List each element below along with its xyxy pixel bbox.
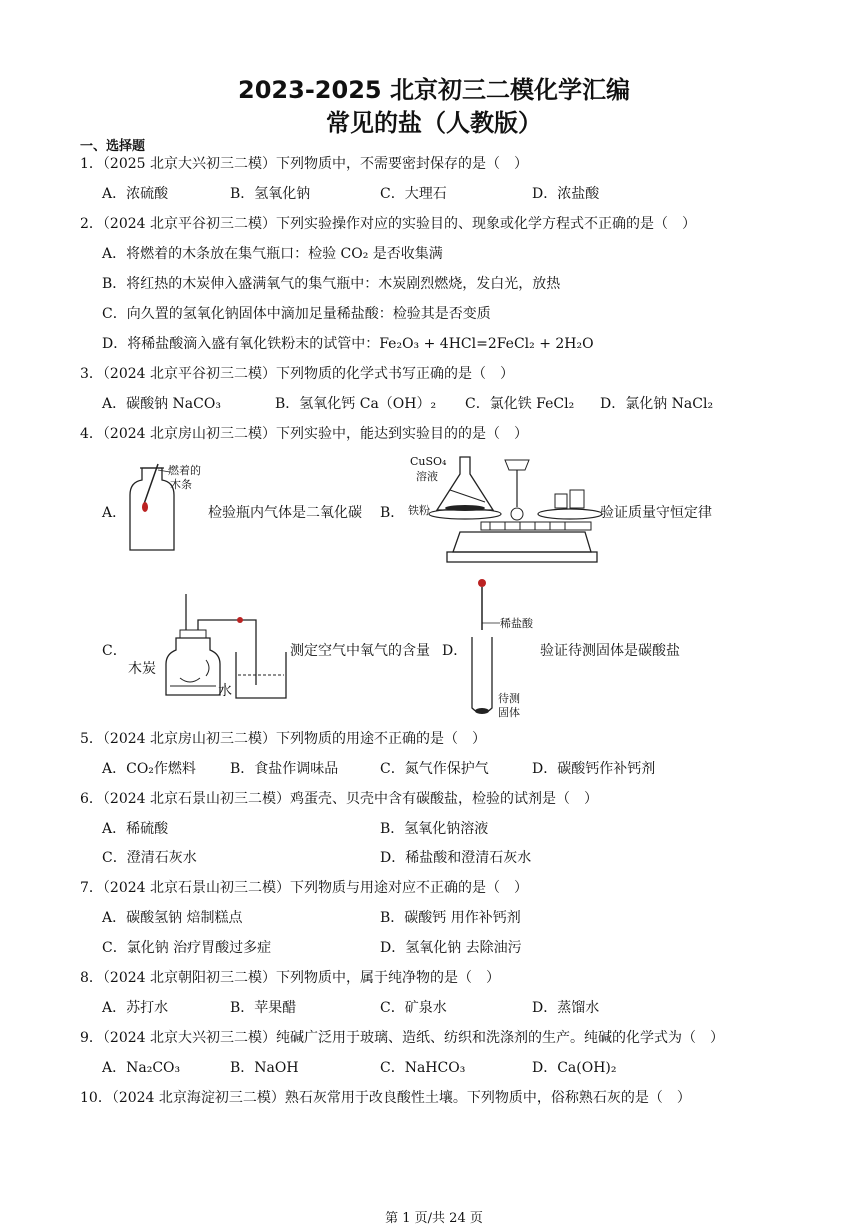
- q4-figure-c: [128, 590, 293, 705]
- q4-c-label-water: 水: [218, 683, 232, 699]
- question-1-stem: 1．（2025 北京大兴初三二模）下列物质中，不需要密封保存的是（ ）: [80, 156, 528, 172]
- q4-c-label-carbon: 木炭: [128, 661, 156, 677]
- q6-option-d: D．稀盐酸和澄清石灰水: [380, 850, 532, 866]
- q6-option-c: C．澄清石灰水: [102, 850, 197, 866]
- q4-option-a-text: 检验瓶内气体是二氧化碳: [208, 505, 362, 521]
- q4-option-a-letter: A．: [102, 505, 127, 521]
- q3-option-a: A．碳酸钠 NaCO₃: [102, 396, 221, 412]
- q9-option-a: A．Na₂CO₃: [102, 1060, 181, 1076]
- q7-option-a: A．碳酸氢钠 焙制糕点: [102, 910, 243, 926]
- question-5-stem: 5．（2024 北京房山初三二模）下列物质的用途不正确的是（ ）: [80, 731, 486, 747]
- q4-d-label-solid: 固体: [498, 706, 520, 719]
- question-8-stem: 8．（2024 北京朝阳初三二模）下列物质中，属于纯净物的是（ ）: [80, 970, 500, 986]
- q5-option-a: A．CO₂作燃料: [102, 761, 196, 777]
- question-10-stem: 10．（2024 北京海淀初三二模）熟石灰常用于改良酸性土壤。下列物质中，俗称熟石灰的是（ ）: [80, 1090, 691, 1106]
- q8-option-d: D．蒸馏水: [532, 1000, 600, 1016]
- q4-option-b-letter: B．: [380, 505, 405, 521]
- q2-option-b: B．将红热的木炭伸入盛满氧气的集气瓶中：木炭剧烈燃烧，发白光，放热: [102, 276, 561, 292]
- q4-b-label-cuso4: CuSO₄: [410, 455, 447, 468]
- q9-option-b: B．NaOH: [230, 1060, 299, 1076]
- q4-option-d-letter: D．: [442, 643, 468, 659]
- q8-option-a: A．苏打水: [102, 1000, 169, 1016]
- question-4-stem: 4．（2024 北京房山初三二模）下列实验中，能达到实验目的的是（ ）: [80, 426, 528, 442]
- doc-subtitle: 常见的盐（人教版）: [326, 109, 542, 137]
- page-footer: 第 1 页/共 24 页: [385, 1211, 483, 1226]
- q4-b-label-iron: 铁粉: [408, 504, 430, 517]
- q1-option-c: C．大理石: [380, 186, 447, 202]
- question-2-stem: 2．（2024 北京平谷初三二模）下列实验操作对应的实验目的、现象或化学方程式不正确的是（ ）: [80, 216, 696, 232]
- question-6-stem: 6．（2024 北京石景山初三二模）鸡蛋壳、贝壳中含有碳酸盐，检验的试剂是（ ）: [80, 791, 598, 807]
- q4-option-c-letter: C．: [102, 643, 127, 659]
- q8-option-b: B．苹果醋: [230, 1000, 297, 1016]
- q1-option-a: A．浓硫酸: [102, 186, 169, 202]
- q4-option-c-text: 测定空气中氧气的含量: [290, 643, 430, 659]
- q8-option-c: C．矿泉水: [380, 1000, 447, 1016]
- q9-option-d: D．Ca(OH)₂: [532, 1060, 617, 1076]
- q5-option-c: C．氮气作保护气: [380, 761, 489, 777]
- q4-d-label-test: 待测: [498, 692, 520, 705]
- question-3-stem: 3．（2024 北京平谷初三二模）下列物质的化学式书写正确的是（ ）: [80, 366, 514, 382]
- q5-option-d: D．碳酸钙作补钙剂: [532, 761, 656, 777]
- q1-option-d: D．浓盐酸: [532, 186, 600, 202]
- q4-b-label-solution: 溶液: [416, 470, 438, 483]
- q2-option-c: C．向久置的氢氧化钠固体中滴加足量稀盐酸：检验其是否变质: [102, 306, 491, 322]
- q2-option-a: A．将燃着的木条放在集气瓶口：检验 CO₂ 是否收集满: [102, 246, 443, 262]
- q7-option-b: B．碳酸钙 用作补钙剂: [380, 910, 521, 926]
- doc-title: 2023-2025 北京初三二模化学汇编: [238, 76, 630, 104]
- question-9-stem: 9．（2024 北京大兴初三二模）纯碱广泛用于玻璃、造纸、纺织和洗涤剂的生产。纯碱的化学式为（ ）: [80, 1030, 724, 1046]
- q4-option-d-text: 验证待测固体是碳酸盐: [540, 643, 680, 659]
- question-7-stem: 7．（2024 北京石景山初三二模）下列物质与用途对应不正确的是（ ）: [80, 880, 528, 896]
- q4-a-label-burning: 燃着的: [168, 464, 201, 477]
- q4-option-b-text: 验证质量守恒定律: [600, 505, 712, 521]
- q7-option-d: D．氢氧化钠 去除油污: [380, 940, 522, 956]
- q3-option-b: B．氢氧化钙 Ca（OH）₂: [275, 396, 437, 412]
- q1-option-b: B．氢氧化钠: [230, 186, 311, 202]
- q5-option-b: B．食盐作调味品: [230, 761, 339, 777]
- section-heading: 一、选择题: [80, 139, 146, 154]
- q9-option-c: C．NaHCO₃: [380, 1060, 466, 1076]
- q7-option-c: C．氯化钠 治疗胃酸过多症: [102, 940, 272, 956]
- q4-a-label-splint: 木条: [170, 478, 192, 491]
- q2-option-d: D．将稀盐酸滴入盛有氧化铁粉末的试管中：Fe₂O₃ + 4HCl=2FeCl₂ + 2H₂O: [102, 336, 594, 352]
- q4-d-label-acid: 稀盐酸: [500, 617, 533, 630]
- q3-option-c: C．氯化铁 FeCl₂: [465, 396, 575, 412]
- q6-option-b: B．氢氧化钠溶液: [380, 821, 489, 837]
- q6-option-a: A．稀硫酸: [102, 821, 169, 837]
- q3-option-d: D．氯化钠 NaCl₂: [600, 396, 714, 412]
